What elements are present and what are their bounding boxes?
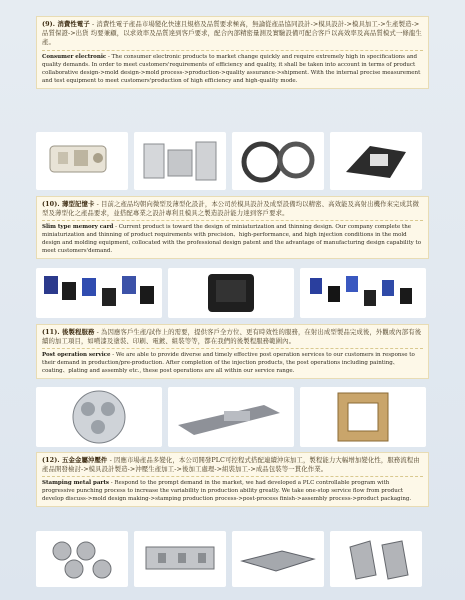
section-en-text: Slim type memory card - Current product is toward the design of miniaturization and thinning design. Our company complete the miniaturization and thinning of product requirements with precision、high-performance, and high injection conditions in the mold design and molding equipment, collocated with the professional design patent and the advantage of manufacturing design capability to meet customers'demand.: [42, 224, 422, 255]
electronic-parts-photo-4: [330, 132, 422, 190]
stamping-parts-photo-3: [232, 531, 324, 587]
section-en-text: Post operation service - We are able to provide diverse and timely effective post operation services to our customers in response to their demand in production/pre-production. After completion of the injection products, the post operations including painting、coating、plating and assembly etc., these post operations are all within our service range.: [42, 352, 415, 375]
section-zh-text: (9). 消費性電子 - 消費性電子產品市場變化快速且規格及品質要求極高，無論從產品協同設計->模具設計->模具加工->生產製造->品質保證->出貨 均要兼顧，以求效率及品質達到客戶要求，配合內部精密量測及實驗設備可配合客戶以高效率及高品質模式一條龍生產。: [42, 20, 422, 47]
stamping-parts-photo-1: [36, 531, 128, 587]
post-operation-photo-3: [300, 387, 426, 447]
post-operation-photos: [36, 386, 429, 448]
section-zh-text: (12). 五金金屬沖壓件 - 因應市場產品多變化，本公司開發PLC可控程式搭配連續沖床加工，製程能力大幅增加變化性，服務流程由產品開發檢討->模具設計製造->沖壓生產加工->後加工處理->組裝加工->成品包裝等一貫化作業。: [42, 456, 420, 474]
section-en-text: Stamping metal parts - Respond to the prompt demand in the market, we had developed a PLC controllable program with progressive punching process to increase the variability in production ability greatly. We take one-stop service flow from product develop discuss->mold design making->stamping production process->post-process finish->assembly process->product packaging.: [42, 480, 412, 503]
section-en-text: Consumer electronic - The consumer electronic products to market change quickly and require extremely high in specifications and quality demands. In order to meet customers'requirements of efficiency and quality, it shall be taken into account in terms of product collaborative design->mold design->mold process->production->quality assurance->shipment. With the internal precise measurement and test equipment to meet customers'production of high efficiency and high-quality mode.: [42, 53, 421, 84]
consumer-electronic-photos: [36, 131, 429, 191]
section-zh-text: (10). 薄型記憶卡 - 目前之產品均朝向微型及薄型化設計，本公司於模具設計及成型設備均以精密、高效能及高射出機作來完成其微型及薄型化之產品要求，並搭配專業之設計專利且模具之製造設計能力達到客戶要求。: [42, 200, 420, 218]
post-operation-photo-1: [36, 387, 162, 447]
stamping-parts-photo-2: [134, 531, 226, 587]
section-memory-card: [36, 196, 429, 259]
section-consumer-electronic: [36, 16, 429, 89]
electronic-parts-photo-2: [134, 132, 226, 190]
section-post-operation: [36, 324, 429, 379]
electronic-parts-photo-3: [232, 132, 324, 190]
memory-card-photos: [36, 267, 429, 319]
stamping-parts-photos: [36, 530, 429, 588]
section-zh-text: (11). 後製程服務 - 為因應客戶生產/試作上的需要，提供客戶全方位、更有時效性的服務，在射出成型製品完成後，外觀或內部有後續的加工項目，如噴漆及塗裝、印刷、電鍍、組裝等等，都在我們的後製程服務範圍內。: [42, 328, 422, 346]
post-operation-photo-2: [168, 387, 294, 447]
section-stamping-metal: [36, 452, 429, 507]
memory-card-photo-2: [168, 268, 294, 318]
memory-card-photo-1: [36, 268, 162, 318]
stamping-parts-photo-4: [330, 531, 422, 587]
electronic-parts-photo-1: [36, 132, 128, 190]
memory-card-photo-3: [300, 268, 426, 318]
